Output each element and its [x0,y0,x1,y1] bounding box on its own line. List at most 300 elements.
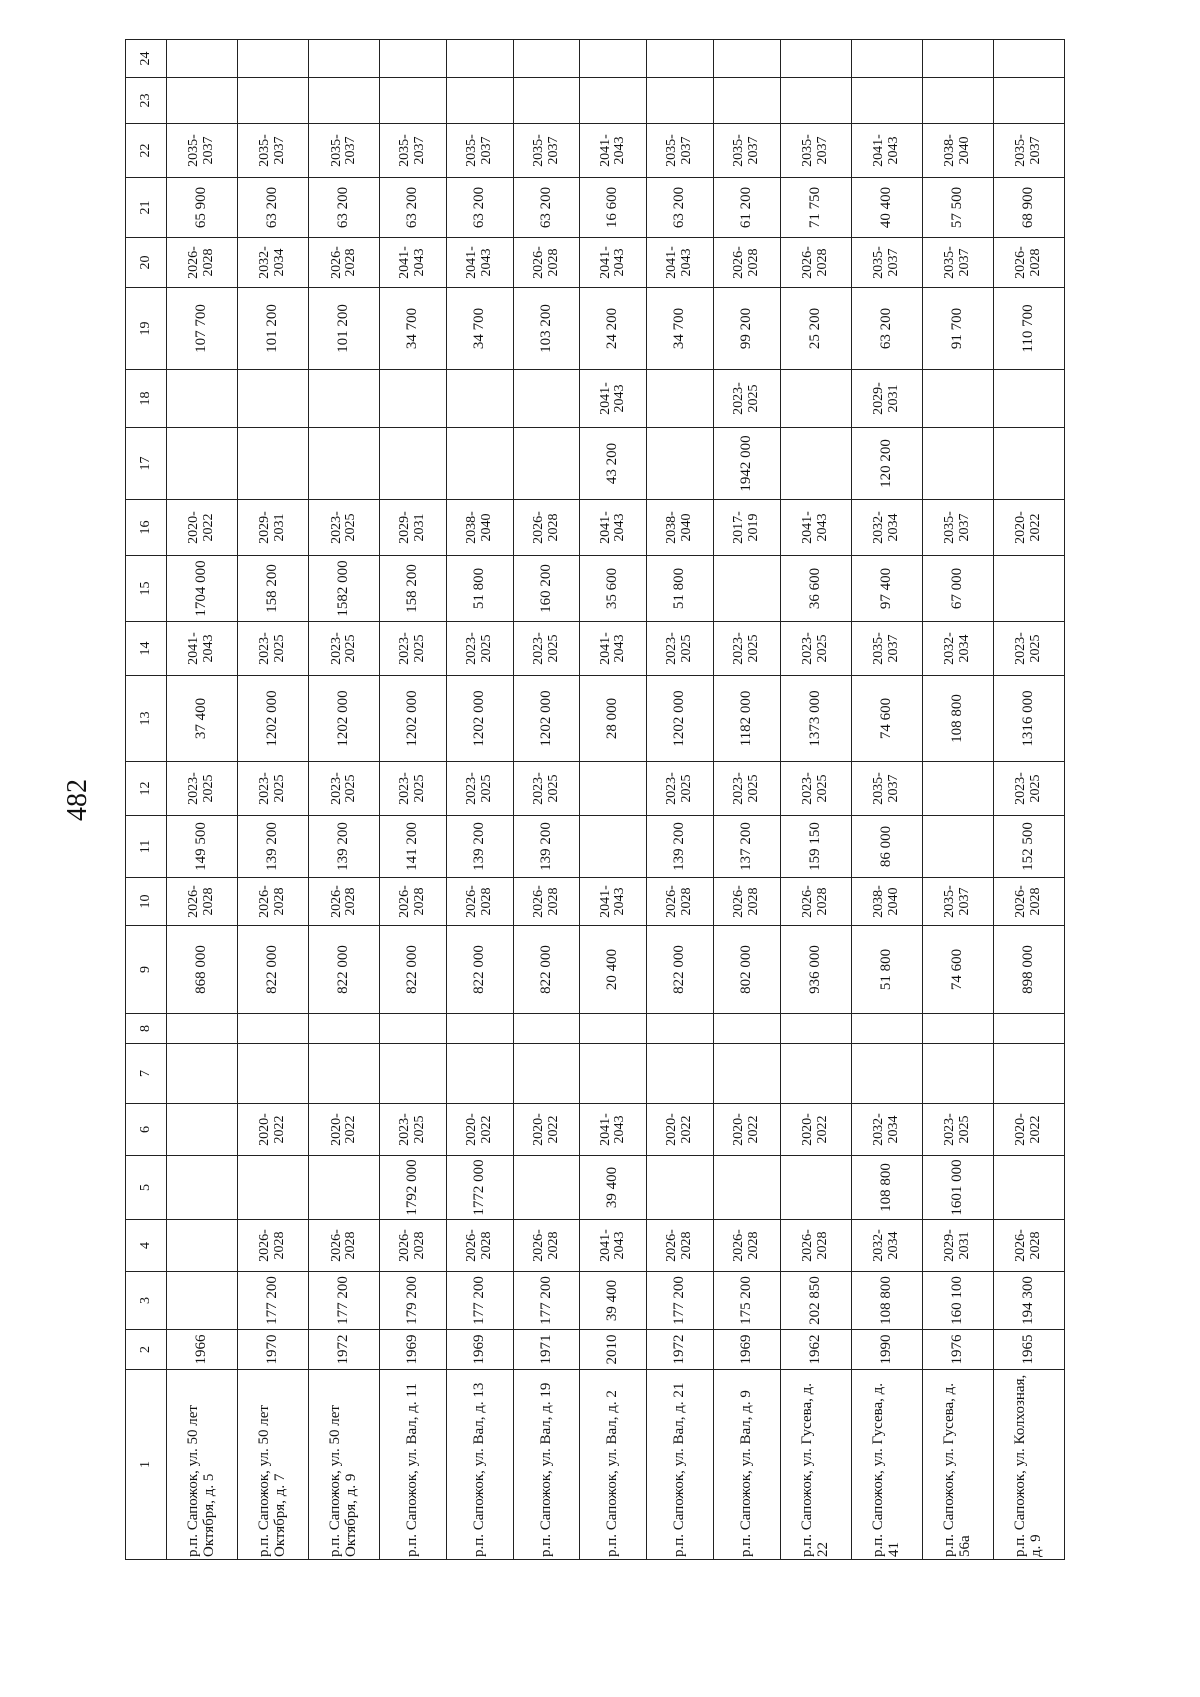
table-cell: 822 000 [447,926,514,1014]
table-cell: 2041-2043 [580,1104,647,1156]
table-cell [647,1044,714,1104]
table-cell [993,556,1064,622]
address-cell: р.п. Сапожок, ул. Гусева, д. 56а [922,1370,993,1560]
table-cell: 822 000 [309,926,380,1014]
table-cell: 1202 000 [309,676,380,762]
table-cell: 67 000 [922,556,993,622]
table-cell [993,370,1064,428]
table-cell: 158 200 [380,556,447,622]
table-cell: 139 200 [513,816,580,878]
table-cell: 139 200 [447,816,514,878]
table-cell: 2026-2028 [167,878,238,926]
table-cell [167,40,238,78]
table-cell: 177 200 [647,1272,714,1330]
table-cell: 37 400 [167,676,238,762]
table-row [167,40,238,1560]
table-cell: 2026-2028 [238,878,309,926]
table-cell: 63 200 [309,178,380,238]
table-cell: 65 900 [167,178,238,238]
table-cell [993,78,1064,124]
column-header-24: 24 [126,40,167,78]
table-cell [713,556,780,622]
table-cell: 91 700 [922,288,993,370]
table-cell: 141 200 [380,816,447,878]
table-cell: 2026-2028 [447,878,514,926]
table-container [125,51,1065,1560]
table-cell: 2026-2028 [513,238,580,288]
table-cell: 152 500 [993,816,1064,878]
table-cell [580,1044,647,1104]
table-cell: 107 700 [167,288,238,370]
table-cell: 2041-2043 [580,500,647,556]
table-cell: 35 600 [580,556,647,622]
table-cell: 1202 000 [513,676,580,762]
table-cell: 43 200 [580,428,647,500]
table-row [380,40,447,1560]
table-cell: 25 200 [780,288,851,370]
table-cell: 1772 000 [447,1156,514,1220]
table-row [647,40,714,1560]
table-cell: 28 000 [580,676,647,762]
table-cell: 2035-2037 [167,124,238,178]
table-cell: 34 700 [380,288,447,370]
table-row [447,40,514,1560]
table-cell [447,40,514,78]
table-cell: 74 600 [851,676,922,762]
table-cell: 63 200 [513,178,580,238]
table-cell [647,1156,714,1220]
table-cell: 159 150 [780,816,851,878]
table-cell: 2038-2040 [922,124,993,178]
table-cell [447,1014,514,1044]
table-cell [380,40,447,78]
table-cell [780,428,851,500]
table-cell: 2035-2037 [922,500,993,556]
table-row [780,40,851,1560]
table-cell: 2026-2028 [309,878,380,926]
table-cell: 822 000 [238,926,309,1014]
table-cell: 2026-2028 [713,878,780,926]
table-cell: 39 400 [580,1156,647,1220]
table-row [309,40,380,1560]
table-cell [513,1044,580,1104]
table-cell: 2020-2022 [238,1104,309,1156]
table-cell: 34 700 [447,288,514,370]
table-cell: 34 700 [647,288,714,370]
table-cell [167,1220,238,1272]
table-cell: 2020-2022 [993,500,1064,556]
table-cell: 2035-2037 [780,124,851,178]
table-cell: 2035-2037 [513,124,580,178]
table-cell: 2035-2037 [851,238,922,288]
table-cell [713,1014,780,1044]
table-cell: 103 200 [513,288,580,370]
table-cell: 1965 [993,1330,1064,1370]
table-cell: 1990 [851,1330,922,1370]
page-number: 482 [62,779,93,821]
table-cell [922,370,993,428]
table-cell: 2041-2043 [167,622,238,676]
table-cell: 2023-2025 [780,622,851,676]
table-cell: 1942 000 [713,428,780,500]
table-cell: 2017-2019 [713,500,780,556]
table-cell: 822 000 [647,926,714,1014]
table-cell: 2029-2031 [380,500,447,556]
table-cell [238,370,309,428]
table-cell: 2023-2025 [713,370,780,428]
table-cell: 108 800 [922,676,993,762]
table-cell: 2026-2028 [309,1220,380,1272]
table-cell [851,1044,922,1104]
table-cell [993,428,1064,500]
table-cell: 2023-2025 [380,1104,447,1156]
table-cell: 139 200 [238,816,309,878]
table-cell [647,1014,714,1044]
header-row [126,40,167,1560]
table-cell [309,428,380,500]
table-cell: 2020-2022 [513,1104,580,1156]
table-cell: 1182 000 [713,676,780,762]
table-cell: 2026-2028 [647,1220,714,1272]
table-cell [513,1156,580,1220]
table-cell [447,1044,514,1104]
table-cell: 86 000 [851,816,922,878]
table-cell: 194 300 [993,1272,1064,1330]
column-header-13: 13 [126,676,167,762]
table-cell: 2023-2025 [713,622,780,676]
column-header-6: 6 [126,1104,167,1156]
table-cell: 1601 000 [922,1156,993,1220]
table-cell [580,762,647,816]
table-cell [993,1014,1064,1044]
table-cell: 1202 000 [647,676,714,762]
table-cell: 2029-2031 [851,370,922,428]
table-cell: 2023-2025 [309,762,380,816]
table-cell: 2023-2025 [780,762,851,816]
table-cell: 1202 000 [238,676,309,762]
table-cell: 1962 [780,1330,851,1370]
address-cell: р.п. Сапожок, ул. Вал, д. 13 [447,1370,514,1560]
table-cell: 1969 [380,1330,447,1370]
table-cell: 1970 [238,1330,309,1370]
table-cell: 63 200 [380,178,447,238]
table-cell: 57 500 [922,178,993,238]
table-cell: 63 200 [238,178,309,238]
table-cell: 1202 000 [380,676,447,762]
table-cell: 1969 [713,1330,780,1370]
column-header-21: 21 [126,178,167,238]
table-cell [922,816,993,878]
table-cell [922,40,993,78]
table-cell: 2035-2037 [713,124,780,178]
table-cell: 2041-2043 [851,124,922,178]
table-cell: 2026-2028 [647,878,714,926]
table-cell: 137 200 [713,816,780,878]
table-cell: 63 200 [647,178,714,238]
table-cell: 2023-2025 [513,762,580,816]
table-cell: 1969 [447,1330,514,1370]
table-cell: 2038-2040 [647,500,714,556]
table-cell [238,1156,309,1220]
table-cell: 110 700 [993,288,1064,370]
table-cell: 39 400 [580,1272,647,1330]
table-cell: 2023-2025 [309,500,380,556]
table-cell [780,40,851,78]
table-cell: 2023-2025 [713,762,780,816]
table-cell: 2026-2028 [513,1220,580,1272]
column-header-5: 5 [126,1156,167,1220]
table-cell: 2041-2043 [580,370,647,428]
table-row [993,40,1064,1560]
column-header-10: 10 [126,878,167,926]
table-cell: 2026-2028 [167,238,238,288]
table-cell [380,78,447,124]
table-cell: 2032-2034 [851,500,922,556]
table-cell: 2035-2037 [851,762,922,816]
column-header-2: 2 [126,1330,167,1370]
table-cell: 108 800 [851,1272,922,1330]
table-cell: 40 400 [851,178,922,238]
table-cell [580,816,647,878]
table-cell: 16 600 [580,178,647,238]
table-cell [580,40,647,78]
table-cell: 898 000 [993,926,1064,1014]
table-cell: 2041-2043 [447,238,514,288]
table-cell: 149 500 [167,816,238,878]
table-cell: 2035-2037 [993,124,1064,178]
table-cell: 61 200 [713,178,780,238]
table-cell [580,78,647,124]
table-cell: 2023-2025 [238,622,309,676]
table-cell: 2026-2028 [993,878,1064,926]
table-cell [167,1014,238,1044]
table-cell: 2029-2031 [238,500,309,556]
table-cell: 74 600 [922,926,993,1014]
table-cell: 2041-2043 [380,238,447,288]
table-cell: 160 100 [922,1272,993,1330]
table-cell: 2026-2028 [780,878,851,926]
column-header-1: 1 [126,1370,167,1560]
table-cell: 2041-2043 [580,238,647,288]
address-cell: р.п. Сапожок, ул. Вал, д. 19 [513,1370,580,1560]
table-cell: 139 200 [647,816,714,878]
table-cell: 2023-2025 [922,1104,993,1156]
table-cell: 175 200 [713,1272,780,1330]
table-cell: 51 800 [447,556,514,622]
table-cell: 1972 [647,1330,714,1370]
table-cell [167,1044,238,1104]
table-cell [713,1156,780,1220]
table-cell: 2023-2025 [513,622,580,676]
column-header-12: 12 [126,762,167,816]
table-cell: 63 200 [447,178,514,238]
table-cell [447,428,514,500]
table-cell: 97 400 [851,556,922,622]
table-cell: 2041-2043 [580,622,647,676]
table-cell: 2020-2022 [167,500,238,556]
table-cell: 2023-2025 [238,762,309,816]
table-cell [580,1014,647,1044]
column-header-23: 23 [126,78,167,124]
table-cell: 20 400 [580,926,647,1014]
table-cell [922,1014,993,1044]
column-header-11: 11 [126,816,167,878]
table-cell: 139 200 [309,816,380,878]
table-cell [380,428,447,500]
address-cell: р.п. Сапожок, ул. Вал, д. 9 [713,1370,780,1560]
table-cell: 2026-2028 [513,500,580,556]
table-cell: 2035-2037 [447,124,514,178]
table-cell: 71 750 [780,178,851,238]
table-cell [780,370,851,428]
table-cell: 2032-2034 [238,238,309,288]
table-cell: 2032-2034 [922,622,993,676]
column-header-22: 22 [126,124,167,178]
table-cell: 2026-2028 [993,238,1064,288]
table-cell: 2035-2037 [380,124,447,178]
address-cell: р.п. Сапожок, ул. Вал, д. 11 [380,1370,447,1560]
table-cell: 101 200 [238,288,309,370]
table-cell: 120 200 [851,428,922,500]
table-cell [993,1156,1064,1220]
table-cell: 2023-2025 [647,762,714,816]
table-cell: 177 200 [447,1272,514,1330]
table-cell: 868 000 [167,926,238,1014]
table-cell: 2041-2043 [580,1220,647,1272]
table-row [713,40,780,1560]
table-cell [238,1044,309,1104]
table-cell [380,1014,447,1044]
table-cell [238,1014,309,1044]
table-cell: 108 800 [851,1156,922,1220]
table-cell: 2035-2037 [922,878,993,926]
table-cell [513,428,580,500]
table-row [851,40,922,1560]
table-cell [922,428,993,500]
table-cell [713,78,780,124]
address-cell: р.п. Сапожок, ул. Гусева, д. 41 [851,1370,922,1560]
table-cell [238,428,309,500]
table-cell: 2023-2025 [647,622,714,676]
address-cell: р.п. Сапожок, ул. Вал, д. 2 [580,1370,647,1560]
address-cell: р.п. Сапожок, ул. Колхозная, д. 9 [993,1370,1064,1560]
table-cell [309,1014,380,1044]
table-cell: 2035-2037 [922,238,993,288]
table-cell: 2026-2028 [380,878,447,926]
table-cell: 36 600 [780,556,851,622]
table-cell: 2032-2034 [851,1104,922,1156]
table-cell: 2035-2037 [309,124,380,178]
table-cell [238,78,309,124]
table-cell: 1202 000 [447,676,514,762]
table-cell [993,40,1064,78]
table-cell [513,78,580,124]
table-cell: 2038-2040 [851,878,922,926]
address-cell: р.п. Сапожок, ул. 50 лет Октября, д. 5 [167,1370,238,1560]
table-cell [238,40,309,78]
column-header-3: 3 [126,1272,167,1330]
table-cell [851,78,922,124]
column-header-14: 14 [126,622,167,676]
table-cell: 2041-2043 [580,124,647,178]
table-cell: 2026-2028 [447,1220,514,1272]
table-cell: 2020-2022 [780,1104,851,1156]
column-header-18: 18 [126,370,167,428]
table-cell [167,428,238,500]
table-cell: 177 200 [238,1272,309,1330]
table-cell [780,1014,851,1044]
table-cell: 2041-2043 [580,878,647,926]
table-cell [922,78,993,124]
column-header-9: 9 [126,926,167,1014]
table-cell: 101 200 [309,288,380,370]
table-cell: 822 000 [380,926,447,1014]
table-cell: 179 200 [380,1272,447,1330]
table-cell: 24 200 [580,288,647,370]
table-cell: 2020-2022 [309,1104,380,1156]
table-cell: 2023-2025 [447,622,514,676]
table-cell: 936 000 [780,926,851,1014]
table-cell: 1972 [309,1330,380,1370]
table-cell: 2023-2025 [309,622,380,676]
column-header-16: 16 [126,500,167,556]
table-cell [993,1044,1064,1104]
table-row [513,40,580,1560]
table-row [580,40,647,1560]
table-cell: 2035-2037 [647,124,714,178]
table-cell: 2041-2043 [647,238,714,288]
address-cell: р.п. Сапожок, ул. 50 лет Октября, д. 9 [309,1370,380,1560]
table-cell: 2041-2043 [780,500,851,556]
table-cell [713,1044,780,1104]
table-cell [780,1044,851,1104]
table-cell: 63 200 [851,288,922,370]
column-header-4: 4 [126,1220,167,1272]
table-cell [513,370,580,428]
table-cell [309,78,380,124]
address-cell: р.п. Сапожок, ул. 50 лет Октября, д. 7 [238,1370,309,1560]
address-cell: р.п. Сапожок, ул. Гусева, д. 22 [780,1370,851,1560]
column-header-19: 19 [126,288,167,370]
table-cell [647,428,714,500]
table-cell: 2038-2040 [447,500,514,556]
table-cell: 99 200 [713,288,780,370]
table-cell [851,1014,922,1044]
table-cell [167,1156,238,1220]
address-cell: р.п. Сапожок, ул. Вал, д. 21 [647,1370,714,1560]
table-cell: 2023-2025 [380,762,447,816]
table-cell [309,370,380,428]
table-cell [167,1104,238,1156]
table-cell: 802 000 [713,926,780,1014]
table-cell: 1582 000 [309,556,380,622]
table-cell: 2029-2031 [922,1220,993,1272]
table-cell: 2032-2034 [851,1220,922,1272]
table-cell [713,40,780,78]
table-cell [647,40,714,78]
table-cell [380,370,447,428]
table-cell: 2026-2028 [780,1220,851,1272]
table-cell: 177 200 [309,1272,380,1330]
table-cell [851,40,922,78]
table-cell: 68 900 [993,178,1064,238]
table-cell: 2010 [580,1330,647,1370]
table-cell: 1966 [167,1330,238,1370]
table-cell: 177 200 [513,1272,580,1330]
table-cell [647,78,714,124]
table-cell: 2023-2025 [447,762,514,816]
table-cell [647,370,714,428]
